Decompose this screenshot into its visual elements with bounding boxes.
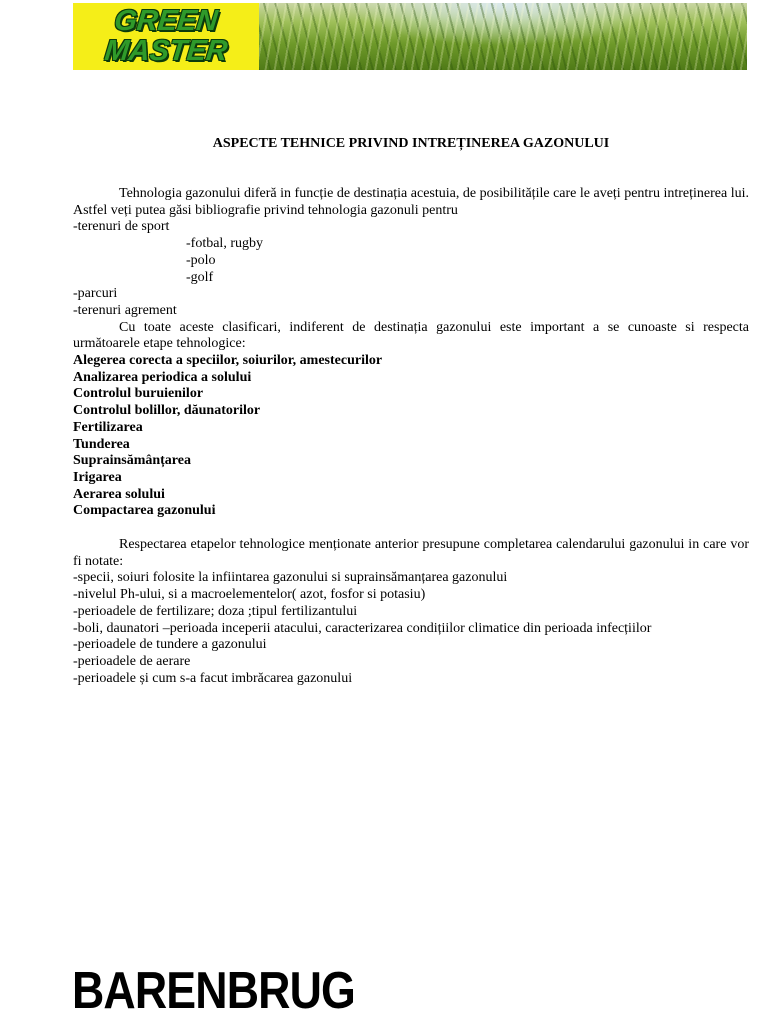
calendar-item: -boli, daunatori –perioada inceperii atacului, caracterizarea condițiilor climatice din perioada infecțiilor [73, 620, 652, 636]
calendar-intro-paragraph: Respectarea etapelor tehnologice menționate anterior presupune completarea calendarului gazonului in care vor fi notate: [73, 537, 749, 569]
intro-paragraph: Tehnologia gazonului diferă in funcție de destinația acestuia, de posibilitățile care le aveți pentru intreținerea lui. Astfel veți putea găsi bibliografie privind tehnologia gazonuli pentru [73, 186, 749, 218]
logo-text-green: GREEN [112, 5, 220, 37]
stage-item: Compactarea gazonului [73, 503, 216, 519]
calendar-item: -perioadele de fertilizare; doza ;tipul fertilizantului [73, 603, 358, 619]
calendar-item: -perioadele de aerare [73, 653, 191, 669]
stage-item: Fertilizarea [73, 419, 143, 435]
stages-intro-paragraph: Cu toate aceste clasificari, indiferent de destinația gazonului este important a se cunoaste si respecta următoarele etape tehnologice: [73, 319, 749, 352]
stage-item: Controlul bolillor, dăunatorilor [73, 403, 261, 419]
barenbrug-logo: BARENBRUG [72, 962, 355, 1020]
destination-leisure: -terenuri agrement [73, 302, 177, 318]
stage-item: Analizarea periodica a solului [73, 369, 252, 385]
stage-item: Aerarea solului [73, 486, 165, 502]
sport-item: -golf [186, 269, 214, 285]
calendar-item: -perioadele de tundere a gazonului [73, 637, 267, 653]
sport-item: -fotbal, rugby [186, 236, 263, 252]
stage-item: Controlul buruienilor [73, 386, 204, 402]
document-body [73, 186, 749, 687]
stage-item: Tunderea [73, 436, 130, 452]
sport-item: -polo [186, 252, 216, 268]
calendar-item: -perioadele și cum s-a facut imbrăcarea gazonului [73, 670, 353, 686]
stage-item: Irigarea [73, 469, 122, 485]
document-title: ASPECTE TEHNICE PRIVIND INTREȚINEREA GAZONULUI [212, 136, 610, 151]
paragraph-spacer [73, 520, 749, 537]
calendar-item: -nivelul Ph-ului, si a macroelementelor( azot, fosfor si potasiu) [73, 587, 426, 603]
destination-sport: -terenuri de sport [73, 219, 170, 235]
logo-text-master: MASTER [103, 35, 229, 67]
stage-item: Suprainsămânțarea [73, 453, 191, 469]
green-master-logo [73, 3, 259, 70]
stage-item: Alegerea corecta a speciilor, soiurilor, amestecurilor [73, 353, 383, 369]
calendar-item: -specii, soiuri folosite la infiintarea gazonului si suprainsămanțarea gazonului [73, 570, 508, 586]
grass-photo [258, 3, 747, 70]
green-master-banner [73, 3, 747, 70]
destination-parks: -parcuri [73, 286, 118, 302]
